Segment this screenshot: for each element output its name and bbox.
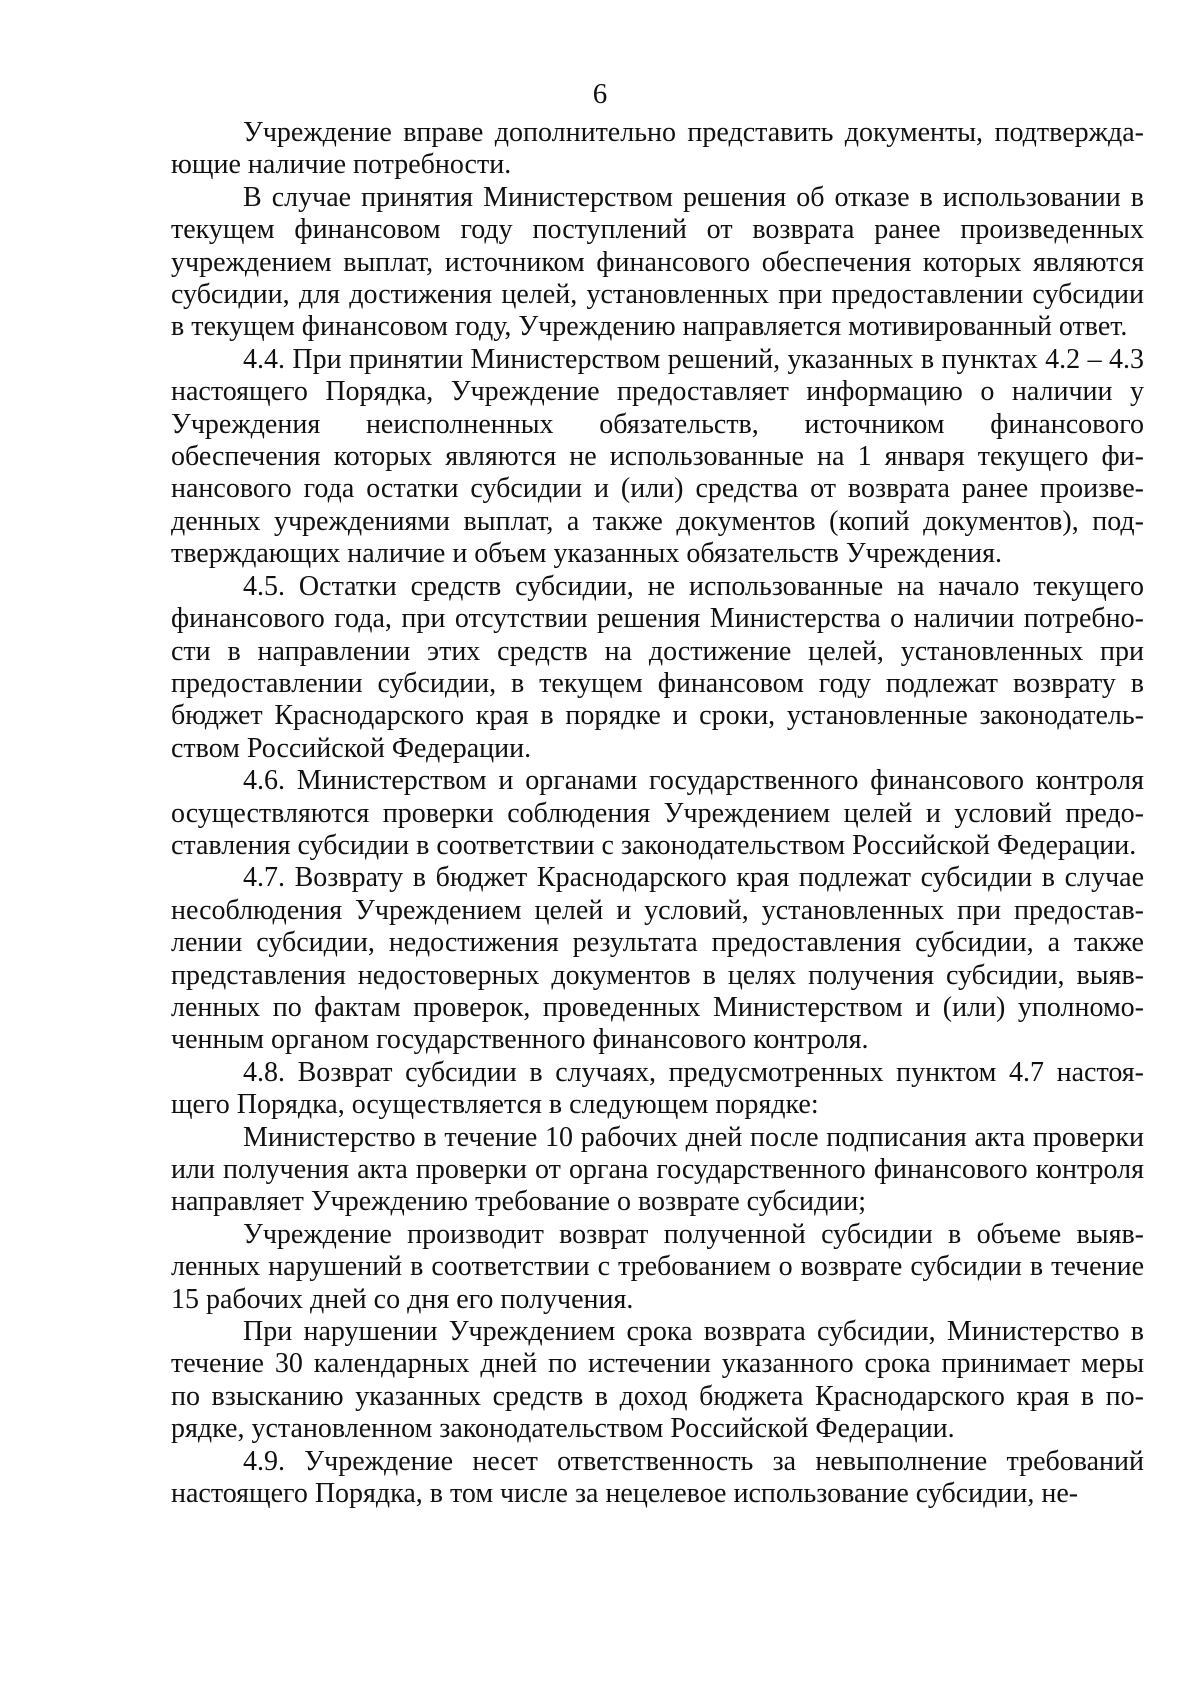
paragraph: Учреждение вправе дополнительно представить документы, подтверждающие наличие потребности. xyxy=(171,117,1144,181)
paragraph-4-7: 4.7. Возврату в бюджет Краснодарского края подлежат субсидии в случае несоблюдения Учреждением целей и условий, установленных при предоставлении субсидии, недостижения результата предоставления субсидии, а также представления недостоверных документов в целях получения субсидии, выявленных по фактам проверок, проведенных Министерством и (или) уполномоченным органом государственного финансового контроля. xyxy=(171,862,1144,1056)
paragraph: Министерство в течение 10 рабочих дней после подписания акта проверки или получения акта проверки от органа государственного финансового контроля направляет Учреждению требование о возврате субсидии; xyxy=(171,1121,1144,1218)
paragraph: В случае принятия Министерством решения об отказе в использовании в текущем финансовом году поступлений от возврата ранее произведенных учреждением выплат, источником финансового обеспечения которых являются субсидии, для достижения целей, установленных при предоставлении субсидии в текущем финансовом году, Учреждению направляется мотивированный ответ. xyxy=(171,181,1144,343)
page-number: 6 xyxy=(592,78,608,110)
document-body xyxy=(171,117,1144,1510)
paragraph-4-6: 4.6. Министерством и органами государственного финансового контроля осуществляются проверки соблюдения Учреждением целей и условий предоставления субсидии в соответствии с законодательством Российской Федерации. xyxy=(171,765,1144,861)
paragraph: При нарушении Учреждением срока возврата субсидии, Министерство в течение 30 календарных дней по истечении указанного срока принимает меры по взысканию указанных средств в доход бюджета Краснодарского края в порядке, установленном законодательством Российской Федерации. xyxy=(171,1316,1144,1445)
paragraph: Учреждение производит возврат полученной субсидии в объеме выявленных нарушений в соответствии с требованием о возврате субсидии в течение 15 рабочих дней со дня его получения. xyxy=(171,1218,1144,1315)
paragraph-4-4: 4.4. При принятии Министерством решений, указанных в пунктах 4.2 – 4.3 настоящего Порядка, Учреждение предоставляет информацию о наличии у Учреждения неисполненных обязательств, источником финансового обеспечения которых являются не использованные на 1 января текущего финансового года остатки субсидии и (или) средства от возврата ранее произведенных учреждениями выплат, а также документов (копий документов), подтверждающих наличие и объем указанных обязательств Учреждения. xyxy=(171,343,1144,570)
paragraph-4-9: 4.9. Учреждение несет ответственность за невыполнение требований настоящего Порядка, в том числе за нецелевое использование субсидии, не- xyxy=(171,1445,1144,1510)
paragraph-4-8: 4.8. Возврат субсидии в случаях, предусмотренных пунктом 4.7 настоящего Порядка, осуществляется в следующем порядке: xyxy=(171,1056,1144,1121)
paragraph-4-5: 4.5. Остатки средств субсидии, не использованные на начало текущего финансового года, при отсутствии решения Министерства о наличии потребности в направлении этих средств на достижение целей, установленных при предоставлении субсидии, в текущем финансовом году подлежат возврату в бюджет Краснодарского края в порядке и сроки, установленные законодательством Российской Федерации. xyxy=(171,570,1144,764)
